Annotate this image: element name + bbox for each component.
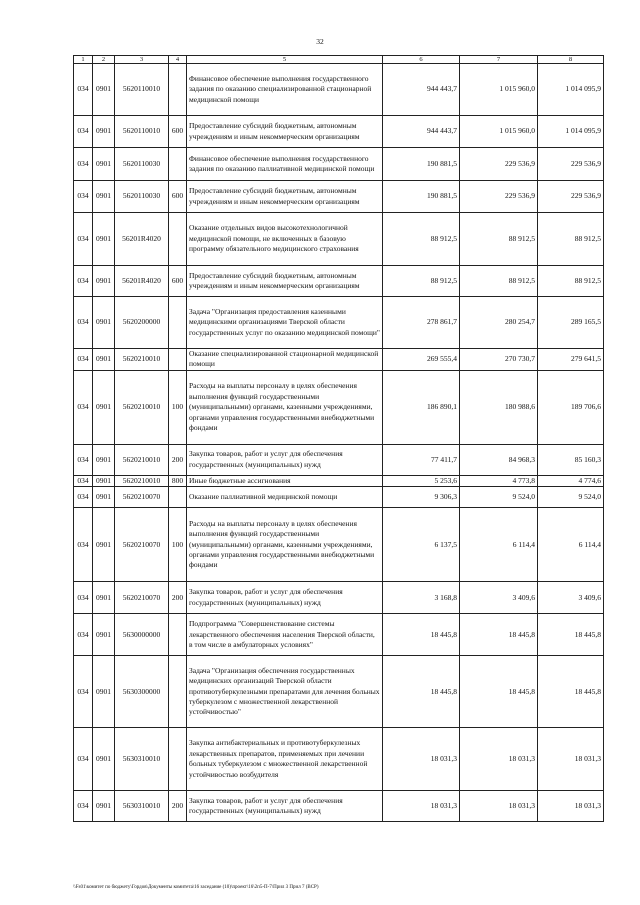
section-code-cell: 0901 bbox=[93, 728, 115, 791]
section-code-cell: 0901 bbox=[93, 508, 115, 582]
target-item-cell: 5630300000 bbox=[115, 656, 169, 728]
target-item-cell: 5620110030 bbox=[115, 148, 169, 181]
section-code-cell: 0901 bbox=[93, 582, 115, 614]
amount-col7-cell: 229 536,9 bbox=[460, 148, 538, 181]
amount-col6-cell: 88 912,5 bbox=[383, 266, 460, 297]
description-cell: Оказание специализированной стационарной медицинской помощи bbox=[187, 349, 383, 371]
table-row bbox=[74, 508, 604, 582]
table-row bbox=[74, 475, 604, 486]
table-row bbox=[74, 297, 604, 349]
section-code-cell: 0901 bbox=[93, 349, 115, 371]
expense-type-cell: 600 bbox=[169, 266, 187, 297]
expense-type-cell bbox=[169, 64, 187, 116]
amount-col7-cell: 88 912,5 bbox=[460, 213, 538, 266]
target-item-cell: 5620110010 bbox=[115, 64, 169, 116]
amount-col6-cell: 944 443,7 bbox=[383, 116, 460, 148]
amount-col6-cell: 88 912,5 bbox=[383, 213, 460, 266]
amount-col7-cell: 229 536,9 bbox=[460, 181, 538, 213]
expense-type-cell bbox=[169, 728, 187, 791]
amount-col8-cell: 18 445,8 bbox=[538, 614, 604, 656]
expense-type-cell: 200 bbox=[169, 582, 187, 614]
amount-col7-cell: 84 968,3 bbox=[460, 444, 538, 475]
table-row bbox=[74, 116, 604, 148]
amount-col6-cell: 278 861,7 bbox=[383, 297, 460, 349]
target-item-cell: 5630310010 bbox=[115, 728, 169, 791]
amount-col8-cell: 1 014 095,9 bbox=[538, 64, 604, 116]
target-item-cell: 56201R4020 bbox=[115, 266, 169, 297]
description-cell: Предоставление субсидий бюджетным, автономным учреждениям и иным некоммерческим организациям bbox=[187, 266, 383, 297]
amount-col6-cell: 18 445,8 bbox=[383, 656, 460, 728]
expense-type-cell bbox=[169, 349, 187, 371]
section-code-cell: 0901 bbox=[93, 475, 115, 486]
amount-col8-cell: 229 536,9 bbox=[538, 181, 604, 213]
amount-col7-cell: 180 988,6 bbox=[460, 370, 538, 444]
description-cell: Расходы на выплаты персоналу в целях обеспечения выполнения функций государственными (муниципальными) органами, казенными учреждениями, органами управления государственными внебюджетными фондами bbox=[187, 508, 383, 582]
expense-type-cell: 600 bbox=[169, 116, 187, 148]
expense-type-cell bbox=[169, 213, 187, 266]
amount-col8-cell: 3 409,6 bbox=[538, 582, 604, 614]
target-item-cell: 5630000000 bbox=[115, 614, 169, 656]
amount-col8-cell: 229 536,9 bbox=[538, 148, 604, 181]
amount-col6-cell: 3 168,8 bbox=[383, 582, 460, 614]
description-cell: Финансовое обеспечение выполнения государственного задания по оказанию паллиативной медицинской помощи bbox=[187, 148, 383, 181]
amount-col8-cell: 18 445,8 bbox=[538, 656, 604, 728]
amount-col7-cell: 18 445,8 bbox=[460, 614, 538, 656]
section-code-cell: 0901 bbox=[93, 181, 115, 213]
description-cell: Задача "Организация предоставления казенными медицинскими организациями Тверской области государственных услуг по оказанию медицинской помощи" bbox=[187, 297, 383, 349]
table-row bbox=[74, 728, 604, 791]
section-code-cell: 0901 bbox=[93, 370, 115, 444]
target-item-cell: 5620210070 bbox=[115, 487, 169, 508]
table-row bbox=[74, 266, 604, 297]
column-number: 2 bbox=[93, 56, 115, 64]
amount-col6-cell: 190 881,5 bbox=[383, 181, 460, 213]
description-cell: Подпрограмма "Совершенствование системы лекарственного обеспечения населения Тверской области, в том числе в амбулаторных условиях" bbox=[187, 614, 383, 656]
column-number: 8 bbox=[538, 56, 604, 64]
description-cell: Иные бюджетные ассигнования bbox=[187, 475, 383, 486]
expense-type-cell: 200 bbox=[169, 791, 187, 822]
section-code-cell: 0901 bbox=[93, 791, 115, 822]
table-body bbox=[74, 56, 604, 822]
amount-col8-cell: 85 160,3 bbox=[538, 444, 604, 475]
target-item-cell: 56201R4020 bbox=[115, 213, 169, 266]
amount-col6-cell: 9 306,3 bbox=[383, 487, 460, 508]
section-code-cell: 0901 bbox=[93, 656, 115, 728]
amount-col6-cell: 269 555,4 bbox=[383, 349, 460, 371]
table-row bbox=[74, 582, 604, 614]
page-number: 32 bbox=[316, 37, 324, 46]
table-row bbox=[74, 614, 604, 656]
amount-col6-cell: 186 890,1 bbox=[383, 370, 460, 444]
table-row bbox=[74, 656, 604, 728]
amount-col8-cell: 279 641,5 bbox=[538, 349, 604, 371]
admin-code-cell: 034 bbox=[74, 582, 93, 614]
column-number-row bbox=[74, 56, 604, 64]
description-cell: Оказание отдельных видов высокотехнологичной медицинской помощи, не включенных в базовую программу обязательного медицинского страхования bbox=[187, 213, 383, 266]
admin-code-cell: 034 bbox=[74, 116, 93, 148]
section-code-cell: 0901 bbox=[93, 116, 115, 148]
column-number: 3 bbox=[115, 56, 169, 64]
section-code-cell: 0901 bbox=[93, 487, 115, 508]
expense-type-cell bbox=[169, 297, 187, 349]
expense-type-cell bbox=[169, 614, 187, 656]
admin-code-cell: 034 bbox=[74, 297, 93, 349]
description-cell: Расходы на выплаты персоналу в целях обеспечения выполнения функций государственными (муниципальными) органами, казенными учреждениями, органами управления государственными внебюджетными фондами bbox=[187, 370, 383, 444]
footer-file-path: \\Fs01\комитет по бюджету\Гордов\Документы комитета\16 заседание (10)\проект\16\2п5-П-7\Прил 3 Прил 7 (ВСР) bbox=[73, 885, 319, 890]
expense-type-cell bbox=[169, 148, 187, 181]
description-cell: Предоставление субсидий бюджетным, автономным учреждениям и иным некоммерческим организациям bbox=[187, 181, 383, 213]
target-item-cell: 5620210010 bbox=[115, 370, 169, 444]
description-cell: Закупка товаров, работ и услуг для обеспечения государственных (муниципальных) нужд bbox=[187, 791, 383, 822]
column-number: 5 bbox=[187, 56, 383, 64]
expense-type-cell: 800 bbox=[169, 475, 187, 486]
amount-col7-cell: 88 912,5 bbox=[460, 266, 538, 297]
section-code-cell: 0901 bbox=[93, 297, 115, 349]
expense-type-cell bbox=[169, 487, 187, 508]
target-item-cell: 5620110010 bbox=[115, 116, 169, 148]
admin-code-cell: 034 bbox=[74, 349, 93, 371]
table-row bbox=[74, 181, 604, 213]
admin-code-cell: 034 bbox=[74, 656, 93, 728]
admin-code-cell: 034 bbox=[74, 487, 93, 508]
expense-type-cell: 100 bbox=[169, 370, 187, 444]
target-item-cell: 5620210070 bbox=[115, 508, 169, 582]
description-cell: Финансовое обеспечение выполнения государственного задания по оказанию специализированной стационарной медицинской помощи bbox=[187, 64, 383, 116]
target-item-cell: 5620200000 bbox=[115, 297, 169, 349]
budget-table bbox=[73, 55, 604, 822]
description-cell: Оказание паллиативной медицинской помощи bbox=[187, 487, 383, 508]
admin-code-cell: 034 bbox=[74, 370, 93, 444]
admin-code-cell: 034 bbox=[74, 266, 93, 297]
expense-type-cell: 200 bbox=[169, 444, 187, 475]
amount-col7-cell: 6 114,4 bbox=[460, 508, 538, 582]
amount-col8-cell: 18 031,3 bbox=[538, 791, 604, 822]
amount-col6-cell: 190 881,5 bbox=[383, 148, 460, 181]
admin-code-cell: 034 bbox=[74, 444, 93, 475]
column-number: 6 bbox=[383, 56, 460, 64]
column-number: 7 bbox=[460, 56, 538, 64]
admin-code-cell: 034 bbox=[74, 64, 93, 116]
admin-code-cell: 034 bbox=[74, 181, 93, 213]
amount-col7-cell: 18 445,8 bbox=[460, 656, 538, 728]
section-code-cell: 0901 bbox=[93, 213, 115, 266]
amount-col8-cell: 189 706,6 bbox=[538, 370, 604, 444]
admin-code-cell: 034 bbox=[74, 614, 93, 656]
target-item-cell: 5620210010 bbox=[115, 444, 169, 475]
amount-col7-cell: 4 773,8 bbox=[460, 475, 538, 486]
expense-type-cell bbox=[169, 656, 187, 728]
expense-type-cell: 100 bbox=[169, 508, 187, 582]
section-code-cell: 0901 bbox=[93, 614, 115, 656]
table-row bbox=[74, 349, 604, 371]
amount-col6-cell: 18 031,3 bbox=[383, 791, 460, 822]
section-code-cell: 0901 bbox=[93, 148, 115, 181]
amount-col8-cell: 9 524,0 bbox=[538, 487, 604, 508]
description-cell: Предоставление субсидий бюджетным, автономным учреждениям и иным некоммерческим организациям bbox=[187, 116, 383, 148]
description-cell: Закупка антибактериальных и противотуберкулезных лекарственных препаратов, применяемых при лечении больных туберкулезом с множественной лекарственной устойчивостью возбудителя bbox=[187, 728, 383, 791]
admin-code-cell: 034 bbox=[74, 791, 93, 822]
expense-type-cell: 600 bbox=[169, 181, 187, 213]
column-number: 1 bbox=[74, 56, 93, 64]
table-row bbox=[74, 64, 604, 116]
target-item-cell: 5620210070 bbox=[115, 582, 169, 614]
amount-col8-cell: 1 014 095,9 bbox=[538, 116, 604, 148]
amount-col7-cell: 18 031,3 bbox=[460, 791, 538, 822]
amount-col8-cell: 18 031,3 bbox=[538, 728, 604, 791]
description-cell: Закупка товаров, работ и услуг для обеспечения государственных (муниципальных) нужд bbox=[187, 582, 383, 614]
admin-code-cell: 034 bbox=[74, 728, 93, 791]
amount-col8-cell: 88 912,5 bbox=[538, 213, 604, 266]
amount-col6-cell: 944 443,7 bbox=[383, 64, 460, 116]
description-cell: Закупка товаров, работ и услуг для обеспечения государственных (муниципальных) нужд bbox=[187, 444, 383, 475]
target-item-cell: 5630310010 bbox=[115, 791, 169, 822]
section-code-cell: 0901 bbox=[93, 64, 115, 116]
table-row bbox=[74, 148, 604, 181]
column-number: 4 bbox=[169, 56, 187, 64]
table-row bbox=[74, 487, 604, 508]
amount-col7-cell: 9 524,0 bbox=[460, 487, 538, 508]
amount-col7-cell: 1 015 960,0 bbox=[460, 116, 538, 148]
section-code-cell: 0901 bbox=[93, 444, 115, 475]
amount-col6-cell: 18 445,8 bbox=[383, 614, 460, 656]
admin-code-cell: 034 bbox=[74, 148, 93, 181]
amount-col7-cell: 280 254,7 bbox=[460, 297, 538, 349]
amount-col7-cell: 18 031,3 bbox=[460, 728, 538, 791]
amount-col8-cell: 4 774,6 bbox=[538, 475, 604, 486]
table-row bbox=[74, 213, 604, 266]
amount-col7-cell: 1 015 960,0 bbox=[460, 64, 538, 116]
description-cell: Задача "Организация обеспечения государственных медицинских организаций Тверской области противотуберкулезными препаратами для лечения больных туберкулезом с множественной лекарственной устойчивостью" bbox=[187, 656, 383, 728]
admin-code-cell: 034 bbox=[74, 508, 93, 582]
amount-col7-cell: 270 730,7 bbox=[460, 349, 538, 371]
amount-col7-cell: 3 409,6 bbox=[460, 582, 538, 614]
amount-col6-cell: 77 411,7 bbox=[383, 444, 460, 475]
admin-code-cell: 034 bbox=[74, 475, 93, 486]
amount-col6-cell: 18 031,3 bbox=[383, 728, 460, 791]
amount-col8-cell: 88 912,5 bbox=[538, 266, 604, 297]
amount-col8-cell: 289 165,5 bbox=[538, 297, 604, 349]
target-item-cell: 5620110030 bbox=[115, 181, 169, 213]
table-row bbox=[74, 370, 604, 444]
target-item-cell: 5620210010 bbox=[115, 475, 169, 486]
table-row bbox=[74, 791, 604, 822]
amount-col8-cell: 6 114,4 bbox=[538, 508, 604, 582]
section-code-cell: 0901 bbox=[93, 266, 115, 297]
amount-col6-cell: 6 137,5 bbox=[383, 508, 460, 582]
target-item-cell: 5620210010 bbox=[115, 349, 169, 371]
admin-code-cell: 034 bbox=[74, 213, 93, 266]
table-row bbox=[74, 444, 604, 475]
amount-col6-cell: 5 253,6 bbox=[383, 475, 460, 486]
